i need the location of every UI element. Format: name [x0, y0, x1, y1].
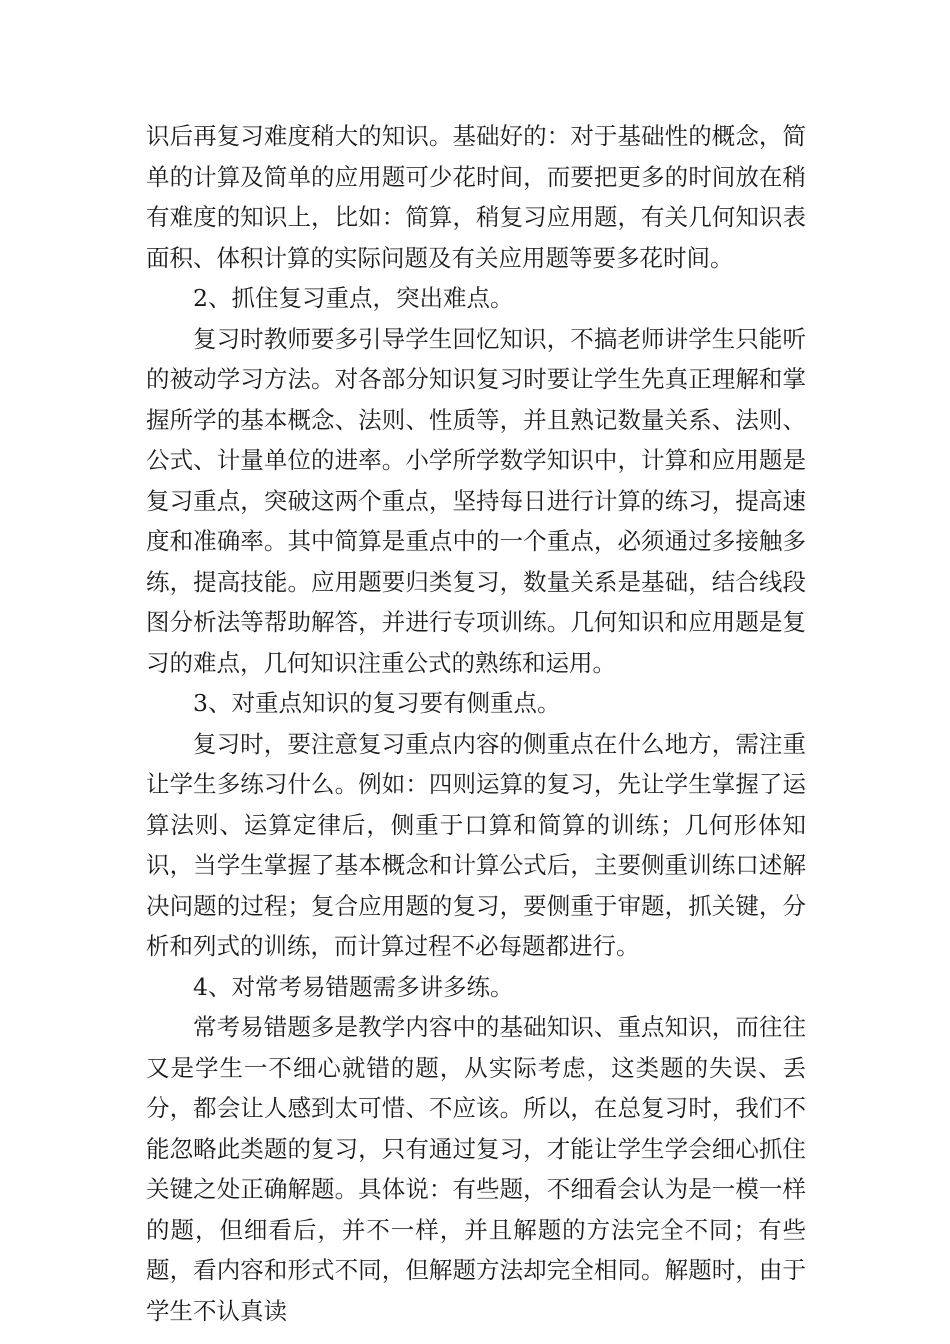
section-heading-2: 2、抓住复习重点，突出难点。 — [193, 284, 514, 312]
section-heading-4: 4、对常考易错题需多讲多练。 — [193, 972, 514, 1001]
paragraph-emphasis: 复习时，要注意复习重点内容的侧重点在什么地方，需注重让学生多练习什么。例如：四则运算的复习，先让学生掌握了运算法则、运算定律后，侧重于口算和简算的训练；几何形体知识，当学生掌握了基本概念和计算公式后，主要侧重训练口述解决问题的过程；复合应用题的复习，要侧重于审题，抓关键，分析和列式的训练，而计算过程不必每题都进行。 — [146, 729, 806, 960]
section-heading-3: 3、对重点知识的复习要有侧重点。 — [193, 689, 561, 717]
paragraph-continued: 识后再复习难度稍大的知识。基础好的：对于基础性的概念，简单的计算及简单的应用题可少花时间，而要把更多的时间放在稍有难度的知识上，比如：简算，稍复习应用题，有关几何知识表面积、体积计算的实际问题及有关应用题等要多花时间。 — [146, 122, 806, 272]
paragraph-review-focus: 复习时教师要多引导学生回忆知识，不搞老师讲学生只能听的被动学习方法。对各部分知识复习时要让学生先真正理解和掌握所学的基本概念、法则、性质等，并且熟记数量关系、法则、公式、计量单位的进率。小学所学数学知识中，计算和应用题是复习重点，突破这两个重点，坚持每日进行计算的练习，提高速度和准确率。其中简算是重点中的一个重点，必须通过多接触多练，提高技能。应用题要归类复习，数量关系是基础，结合线段图分析法等帮助解答，并进行专项训练。几何知识和应用题是复习的难点，几何知识注重公式的熟练和运用。 — [146, 324, 806, 677]
paragraph-error-prone: 常考易错题多是教学内容中的基础知识、重点知识，而往往又是学生一不细心就错的题，从实际考虑，这类题的失误、丢分，都会让人感到太可惜、不应该。所以，在总复习时，我们不能忽略此类题的复习，只有通过复习，才能让学生学会细心抓住关键之处正确解题。具体说：有些题，不细看会认为是一模一样的题，但细看后，并不一样，并且解题的方法完全不同；有些题，看内容和形式不同，但解题方法却完全相同。解题时，由于学生不认真读 — [146, 1013, 806, 1325]
body-text — [146, 116, 806, 1331]
